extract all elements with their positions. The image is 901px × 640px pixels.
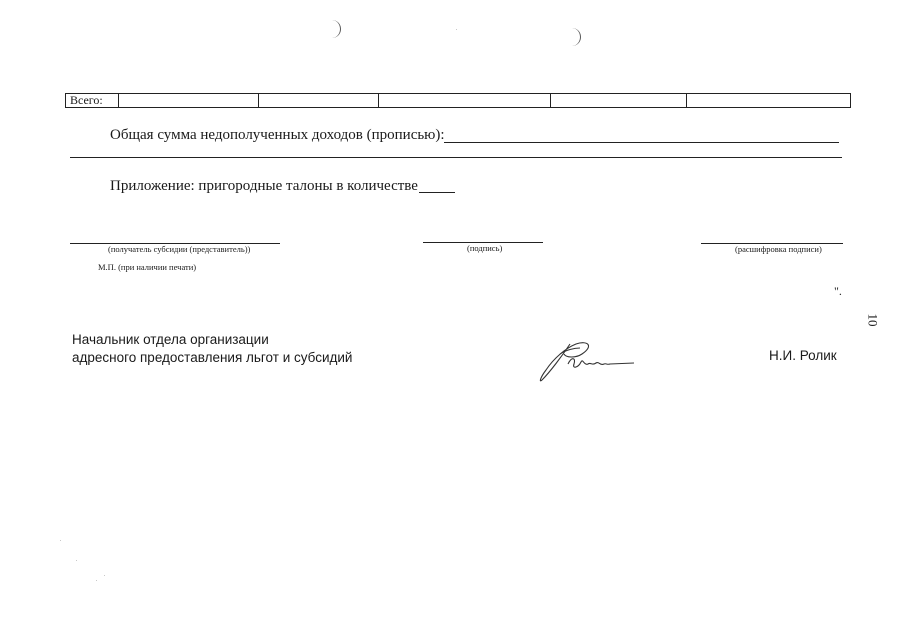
sum-in-words-label: Общая сумма недополученных доходов (прописью): bbox=[110, 127, 445, 143]
punch-hole-mark bbox=[570, 28, 581, 46]
decoding-caption: (расшифровка подписи) bbox=[735, 244, 822, 254]
page-number: 10 bbox=[865, 313, 881, 327]
sum-in-words-line bbox=[444, 142, 839, 143]
total-cell bbox=[119, 94, 259, 108]
stamp-caption: М.П. (при наличии печати) bbox=[98, 262, 197, 272]
totals-table bbox=[65, 93, 851, 108]
punch-hole-mark bbox=[330, 20, 341, 38]
attachment-label: Приложение: пригородные талоны в количестве bbox=[110, 178, 418, 194]
official-title bbox=[72, 331, 352, 367]
scan-speck bbox=[60, 540, 61, 541]
official-title-line: Начальник отдела организации bbox=[72, 332, 269, 347]
table-row bbox=[66, 94, 851, 108]
attachment-count-line bbox=[419, 192, 455, 193]
recipient-caption: (получатель субсидии (представитель)) bbox=[108, 244, 251, 254]
total-cell bbox=[379, 94, 551, 108]
sum-in-words-line-2 bbox=[70, 157, 842, 158]
handwritten-signature bbox=[536, 336, 641, 386]
official-name: Н.И. Ролик bbox=[769, 348, 837, 363]
scan-speck bbox=[456, 29, 457, 30]
scan-speck bbox=[104, 575, 105, 576]
scan-speck bbox=[96, 580, 97, 581]
total-cell bbox=[551, 94, 687, 108]
official-title-line: адресного предоставления льгот и субсидий bbox=[72, 350, 353, 365]
total-cell bbox=[259, 94, 379, 108]
closing-quote: ". bbox=[834, 284, 842, 298]
total-label-cell: Всего: bbox=[66, 94, 119, 108]
scan-speck bbox=[76, 560, 77, 561]
total-cell bbox=[687, 94, 851, 108]
signature-caption: (подпись) bbox=[467, 243, 503, 253]
